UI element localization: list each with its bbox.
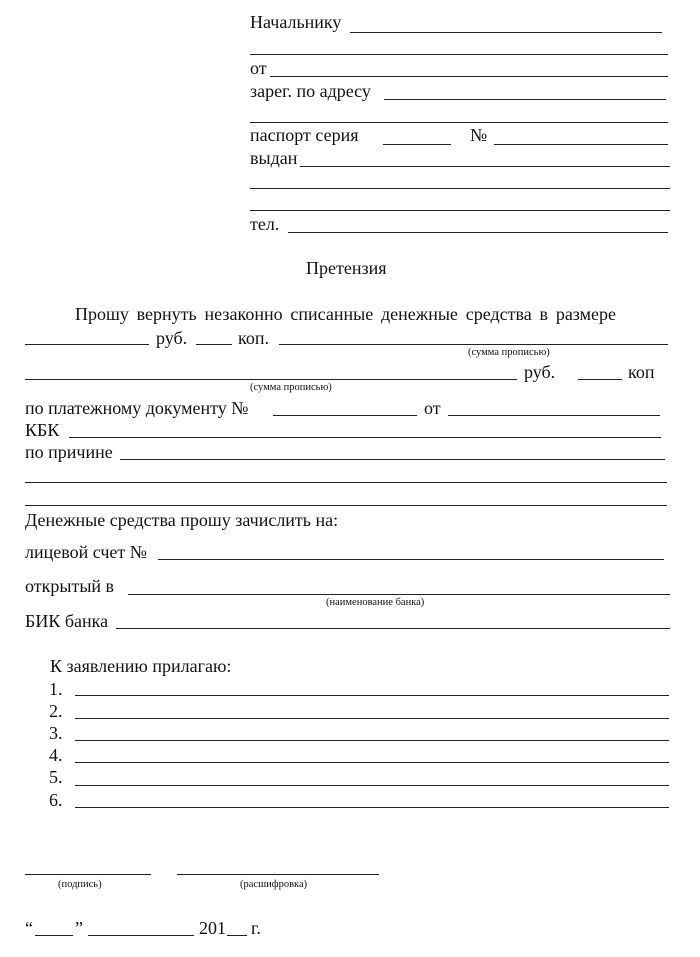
attachment-number: 2. [49,701,63,721]
opened-in-label: открытый в [25,576,115,596]
date-year-suffix: г. [251,918,261,938]
rub-label-2: руб. [524,362,556,382]
request-text: Прошу вернуть незаконно списанные денежные средства в размере [75,304,617,324]
from-label: от [250,58,267,78]
passport-number-field[interactable] [494,144,668,145]
amount-words-hint-2: (сумма прописью) [250,382,332,393]
payment-date-label: от [424,398,441,418]
amount-words-field[interactable] [279,344,668,345]
kop-label: коп. [238,328,269,348]
date-close-quote: ” [75,918,83,938]
attachment-field[interactable] [75,807,669,808]
reason-field[interactable] [120,459,665,460]
signature-hint: (подпись) [58,879,102,890]
payment-doc-label: по платежному документу № [25,398,249,418]
attachment-field[interactable] [75,718,669,719]
to-label: Начальнику [250,12,342,32]
attachment-number: 3. [49,723,63,743]
reason-field-line-3[interactable] [25,505,667,506]
rub-label: руб. [156,328,188,348]
date-month-field[interactable] [88,935,194,936]
kbk-field[interactable] [69,437,661,438]
issued-field-line-2[interactable] [250,188,670,189]
signature-decoding-hint: (расшифровка) [240,879,308,890]
issued-label: выдан [250,148,298,168]
passport-number-label: № [470,125,488,145]
phone-label: тел. [250,214,280,234]
amount-rub-field[interactable] [25,344,149,345]
attachment-field[interactable] [75,740,669,741]
amount-words-field-continued[interactable] [25,379,517,380]
amount-words-hint: (сумма прописью) [468,347,550,358]
attachments-heading: К заявлению прилагаю: [50,656,232,676]
kop-label-2: коп [628,362,655,382]
attachment-field[interactable] [75,695,669,696]
date-open-quote: “ [25,918,33,938]
date-year-field[interactable] [227,935,247,936]
attachment-number: 6. [49,790,63,810]
bik-field[interactable] [116,628,670,629]
account-field[interactable] [158,559,664,560]
address-field-continued[interactable] [250,122,668,123]
payment-doc-number-field[interactable] [273,415,417,416]
bank-name-hint: (наименование банка) [326,597,425,608]
attachment-field[interactable] [75,785,669,786]
attachment-field[interactable] [75,762,669,763]
phone-field[interactable] [288,232,668,233]
payment-date-field[interactable] [448,415,660,416]
amount-kop-field-2[interactable] [578,379,622,380]
address-field[interactable] [384,99,666,100]
reason-label: по причине [25,442,113,462]
amount-kop-field[interactable] [196,344,232,345]
passport-series-label: паспорт серия [250,125,359,145]
document-title: Претензия [306,258,387,278]
signature-decoding-field[interactable] [177,874,379,875]
transfer-heading: Денежные средства прошу зачислить на: [25,510,339,530]
to-field[interactable] [350,32,662,33]
account-label: лицевой счет № [25,542,147,562]
passport-series-field[interactable] [383,144,451,145]
issued-field[interactable] [300,166,670,167]
kbk-label: КБК [25,420,60,440]
reason-field-line-2[interactable] [25,482,667,483]
signature-field[interactable] [25,874,151,875]
date-year-prefix: 201 [199,918,226,938]
attachment-number: 5. [49,767,63,787]
attachment-number: 1. [49,679,63,699]
bank-name-field[interactable] [128,594,670,595]
date-day-field[interactable] [35,935,73,936]
to-field-continued[interactable] [250,54,668,55]
bik-label: БИК банка [25,611,109,631]
attachment-number: 4. [49,745,63,765]
from-field[interactable] [270,76,668,77]
address-label: зарег. по адресу [250,81,371,101]
issued-field-line-3[interactable] [250,210,670,211]
